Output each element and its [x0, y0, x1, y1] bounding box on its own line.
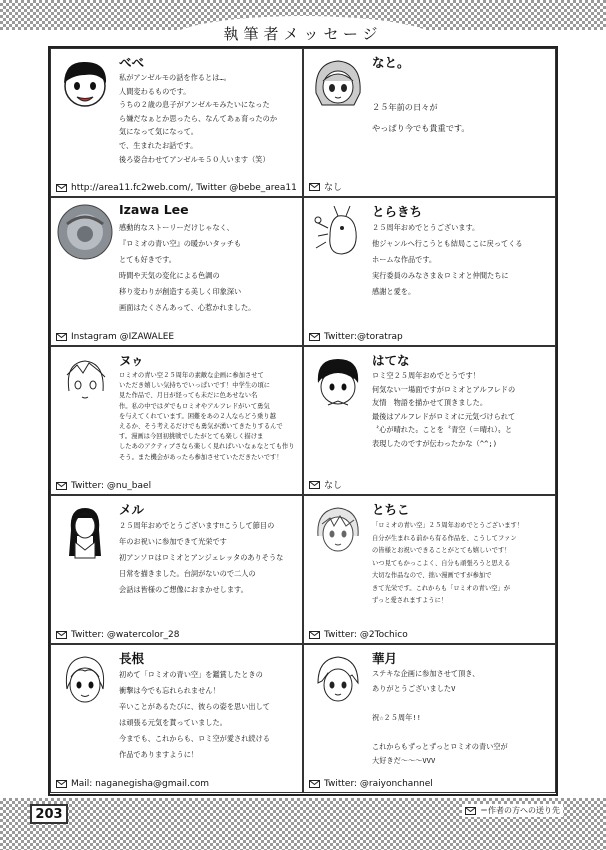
author-name: なと。: [372, 55, 410, 70]
author-card-kagetsu: [303, 644, 556, 793]
avatar: [55, 500, 115, 560]
author-name: ヌゥ: [119, 353, 144, 368]
mail-icon: [56, 780, 67, 788]
author-contact: [309, 478, 342, 491]
author-name: はてな: [372, 353, 410, 368]
mail-icon: [56, 333, 67, 341]
footer-legend: [462, 804, 563, 817]
author-message: 初めて「ロミオの青い空」を鑑賞したときの 衝撃は今でも忘れられません！ 辛いことがあるたびに、彼らの姿を思い出して は頑張る元気を貰っていました。 今までも、これからも、ロミ空が愛され続ける 作品でありますように！: [119, 670, 270, 759]
author-card-hatena: [303, 346, 556, 495]
author-message: 「ロミオの青い空」２５周年おめでとうございます！ 自分が生まれる前から有る作品を、こうしてファン の皆様とお祝いできることがとても嬉しいです！ いつ見てもかっこよく、自分も頑張ろうと思える 大切な作品なので、拙い漫画ですが参加で きて光栄です。これからも「ロミオの青い空」が ずっと愛されますように！: [372, 522, 524, 604]
contact-text: Mail: naganegisha@gmail.com: [71, 779, 210, 789]
footer-legend-text: ＝作者の方への送り先: [480, 806, 560, 815]
avatar: [55, 351, 115, 411]
author-message: ２５周年おめでとうございます‼こうして節目の 年のお祝いに参加できて光栄です 初アンソロはロミオとアンジェレッタのありそうな 日常を描きました。台詞がないので二人の 会話は皆様のご想像におまかせします。: [119, 521, 284, 594]
avatar: [308, 53, 368, 113]
avatar: [308, 202, 368, 262]
author-name: 長根: [119, 651, 145, 666]
avatar: [55, 53, 115, 113]
avatar: [55, 202, 115, 262]
author-name: とらきち: [372, 204, 423, 219]
author-card-bebe: [50, 48, 303, 197]
author-message: ロミ空２５周年おめでとうです！ 何気ない一場面ですがロミオとアルフレドの 友情 物語を描かせて頂きました。 最後はアルフレドがロミオに元気づけられて 〝心が晴れた〟ことを〝青空（＝晴れ）〟と 表現したのですが伝わったかな（^^;): [372, 371, 516, 448]
author-message: ステキな企画に参加させて頂き、 ありがとうございましたV 祝☆２５周年!! これからもずっとずっとロミオの青い空が 大好きだ〜〜〜VVV: [372, 669, 508, 765]
contact-text: Twitter:@toratrap: [324, 332, 403, 342]
author-card-nu: [50, 346, 303, 495]
author-card-nagane: [50, 644, 303, 793]
author-contact: [309, 779, 433, 789]
contact-text: Instagram @IZAWALEE: [71, 332, 175, 342]
contact-text: Twitter: @watercolor_28: [71, 630, 180, 640]
contact-text: Twitter: @2Tochico: [324, 630, 408, 640]
author-card-tochiko: [303, 495, 556, 644]
page-title: 執筆者メッセージ: [223, 25, 383, 43]
author-contact: [56, 183, 297, 193]
mail-icon: [56, 631, 67, 639]
mail-icon: [56, 482, 67, 490]
author-message: ２５周年おめでとうございます。 他ジャンルへ行こうとも結局ここに戻ってくる ホームな作品です。 実行委員のみなさま＆ロミオと仲間たちに 感謝と愛を。: [372, 223, 523, 296]
avatar: [55, 649, 115, 709]
author-name: とちこ: [372, 502, 410, 517]
mail-icon: [309, 333, 320, 341]
author-card-nato: [303, 48, 556, 197]
contact-text: なし: [324, 183, 343, 193]
contact-text: なし: [324, 481, 343, 491]
author-message: ロミオの青い空２５周年の素敵な企画に参加させて いただき嬉しい気持ちでいっぱいです！中学生の頃に 見た作品で、月日が経っても未だに色あせない名 作。私の中ではダでもロミオやアルフレドがいて勇気 を与えてくれています。困難をあの２人ならどう乗り越 えるか、そう考えるだけでも勇気が湧いてきたりするんで す。漫画は今回初挑戦でしたがとても楽しく描けま したあのアクティブさなら楽しく見ればいいなぁなとても作り そう。また機会があったら参加させていただきたいです！: [119, 372, 295, 461]
avatar: [308, 500, 368, 560]
author-card-meru: [50, 495, 303, 644]
avatar: [308, 351, 368, 411]
author-card-torakichi: [303, 197, 556, 346]
mail-icon: [309, 481, 320, 489]
author-contact: [56, 779, 209, 789]
author-contact: [309, 332, 403, 342]
author-message: 感動的なストーリーだけじゃなく、 『ロミオの青い空』の暖かいタッチも とても好きです。 時間や天気の変化による色調の 移り変わりが創造する美しく印象深い 画面はたくさんあって、心惹かれました。: [119, 223, 256, 312]
author-contact: [56, 481, 151, 491]
message-grid: [48, 46, 558, 796]
author-contact: [309, 180, 342, 193]
page-number: 203: [30, 804, 68, 824]
author-name: べべ: [119, 55, 145, 70]
author-name: Izawa Lee: [119, 202, 189, 217]
mail-icon: [56, 184, 67, 192]
author-contact: [56, 332, 174, 342]
author-contact: [56, 630, 179, 640]
author-message: 私がアンゼルモの話を作るとは…。 人間変わるものです。 うちの２歳の息子がアンゼルモみたいになった ら嫌だなぁとか思ったら、なんてあぁ育ったのか 気になって気になって。 で、生まれたお話です。 後ろ姿合わせてアンゼルモ５０人います（笑）: [119, 73, 278, 164]
author-name: 華月: [372, 651, 398, 666]
contact-text: Twitter: @nu_bael: [71, 481, 152, 491]
mail-icon: [309, 183, 320, 191]
avatar: [308, 649, 368, 709]
author-message: ２５年前の日々が やっぱり今でも貴重です。: [372, 102, 470, 133]
mail-icon: [309, 631, 320, 639]
author-contact: [309, 630, 408, 640]
author-card-izawa-lee: [50, 197, 303, 346]
contact-text: http://area11.fc2web.com/, Twitter @bebe_area11: [71, 183, 297, 193]
mail-icon: [309, 780, 320, 788]
contact-text: Twitter: @raiyonchannel: [324, 779, 433, 789]
mail-icon: [465, 807, 476, 815]
author-name: メル: [119, 502, 145, 517]
